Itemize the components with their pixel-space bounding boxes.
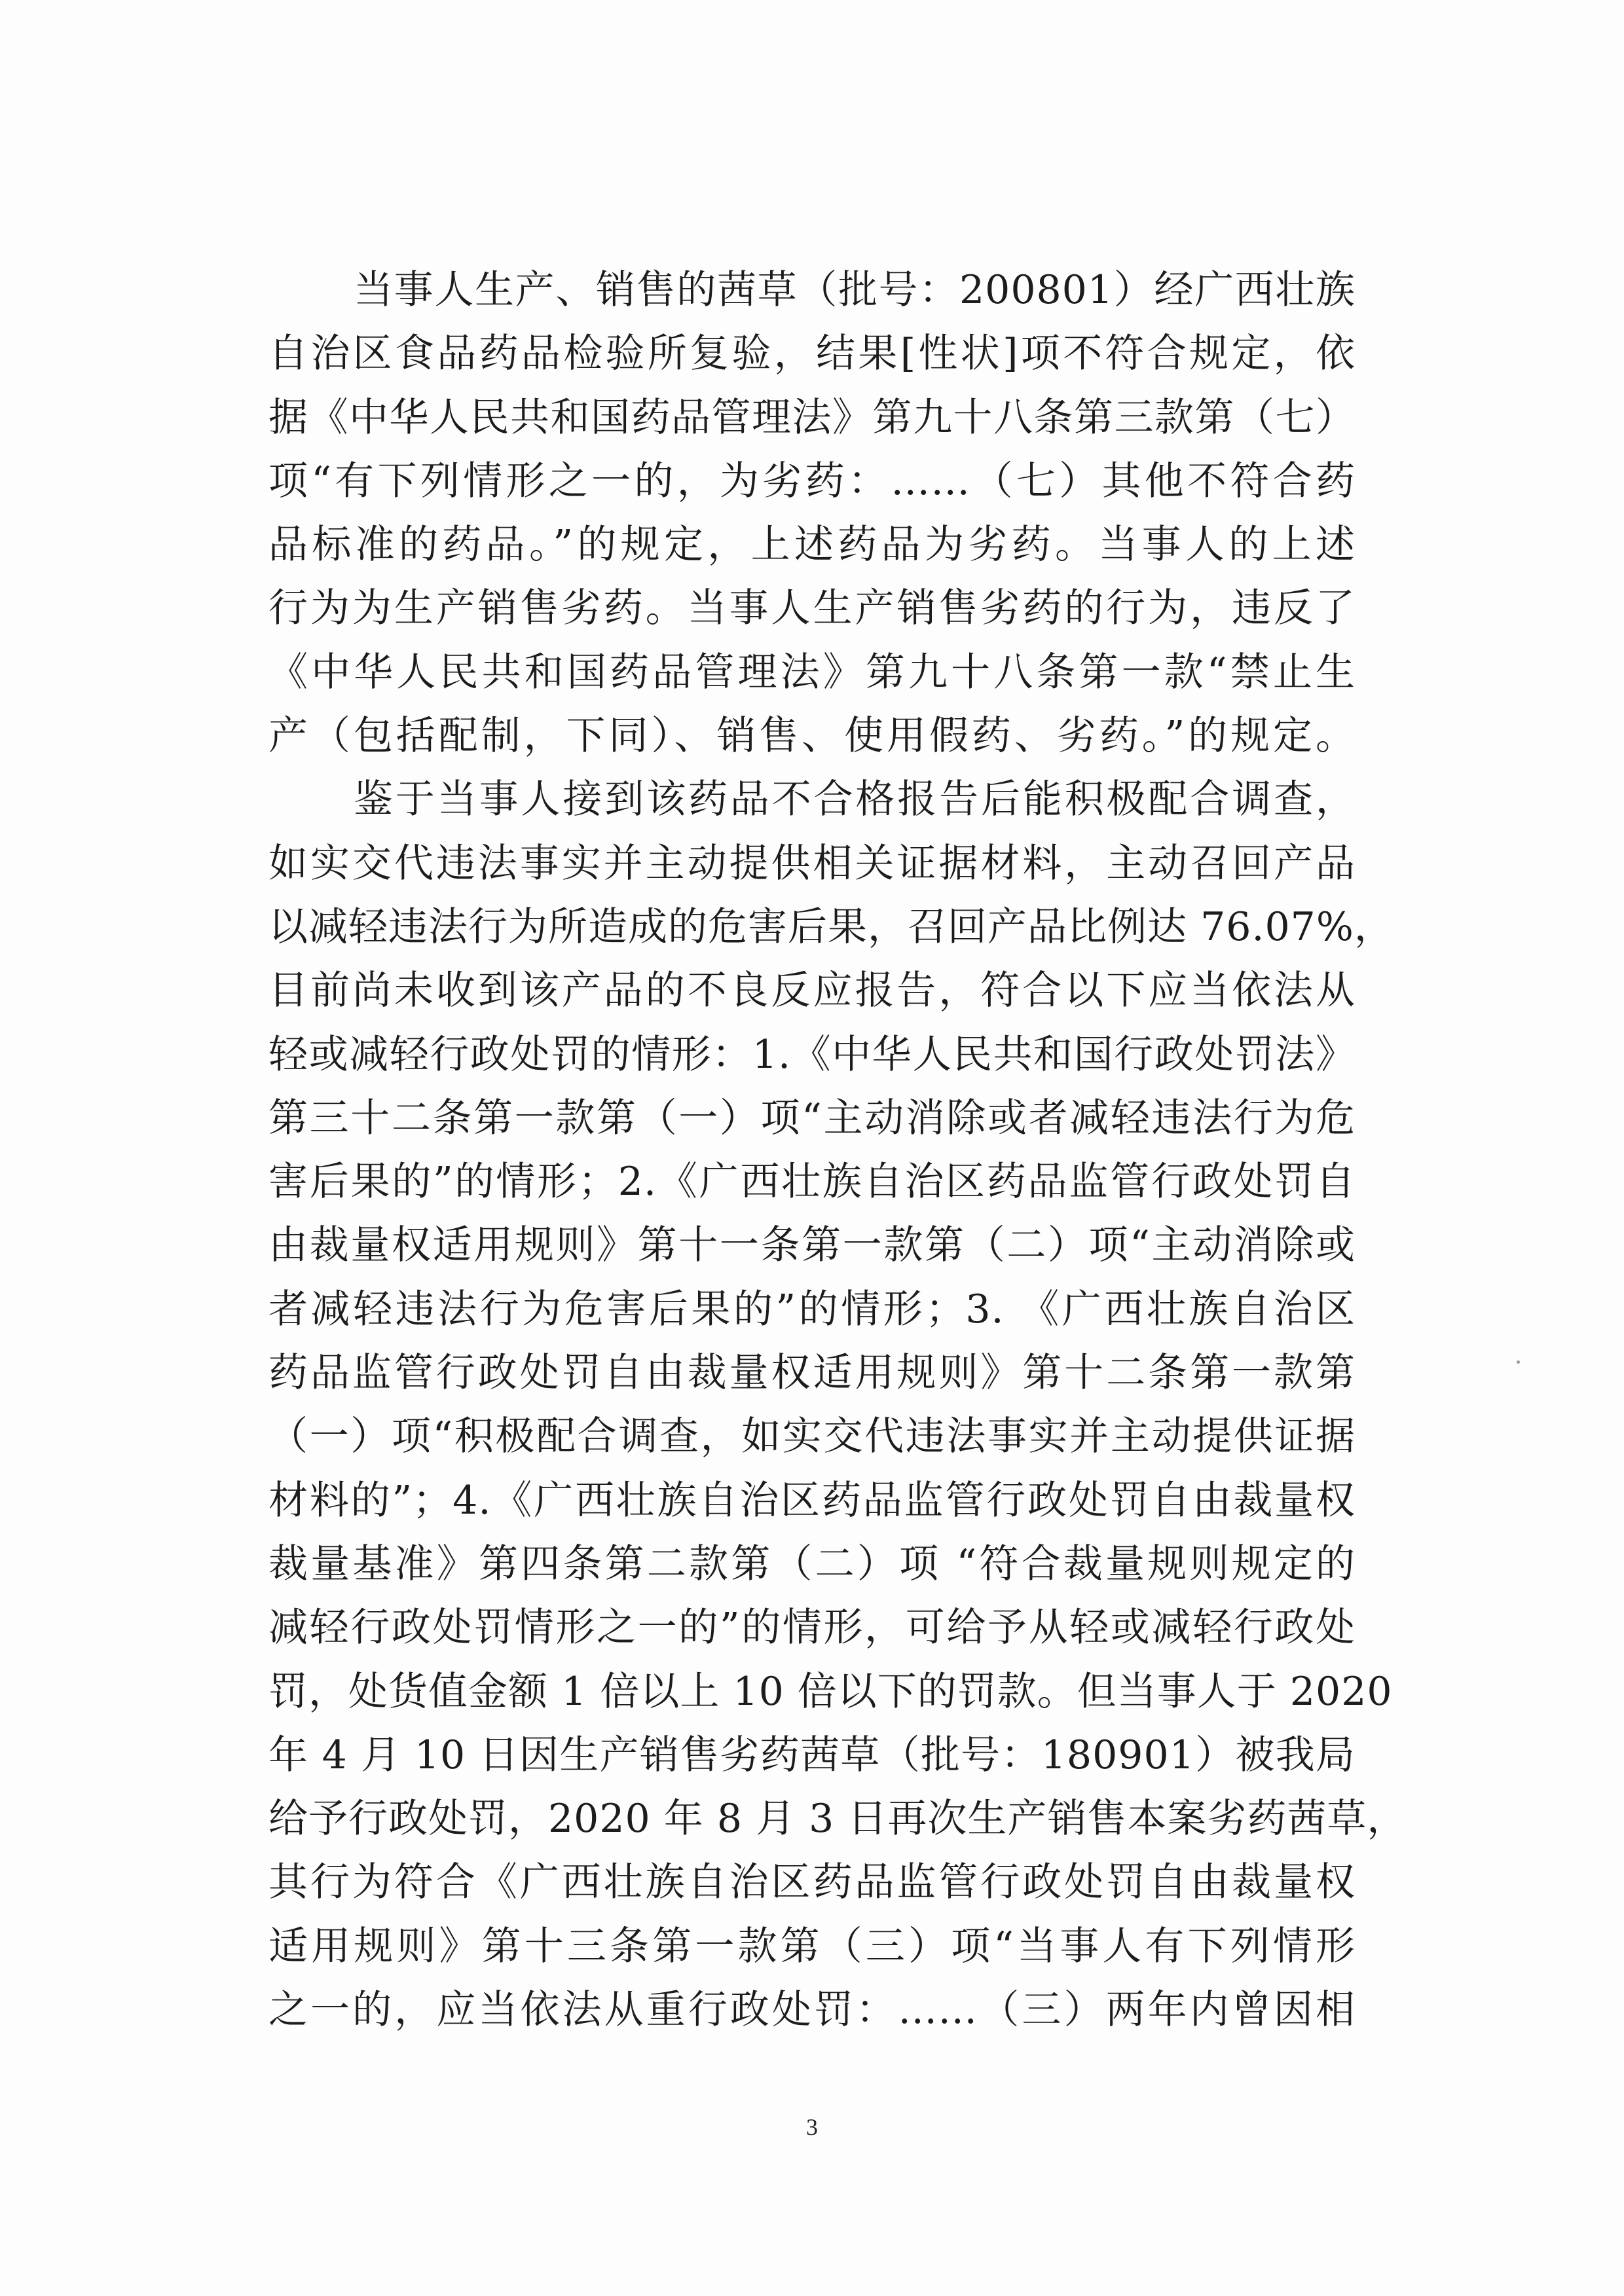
text-line: 材料的”；4.《广西壮族自治区药品监管行政处罚自由裁量权 bbox=[268, 1477, 1356, 1523]
text-line: 者减轻违法行为危害后果的”的情形；3. 《广西壮族自治区 bbox=[268, 1286, 1356, 1332]
text-line: 鉴于当事人接到该药品不合格报告后能积极配合调查， bbox=[354, 776, 1356, 823]
text-line: 自治区食品药品检验所复验，结果[性状]项不符合规定，依 bbox=[268, 331, 1356, 377]
text-line: 年 4 月 10 日因生产销售劣药茜草（批号：180901）被我局 bbox=[268, 1732, 1356, 1778]
text-line: （一）项“积极配合调查，如实交代违法事实并主动提供证据 bbox=[268, 1413, 1356, 1460]
text-line: 害后果的”的情形；2.《广西壮族自治区药品监管行政处罚自 bbox=[268, 1159, 1356, 1205]
text-line: 第三十二条第一款第（一）项“主动消除或者减轻违法行为危 bbox=[268, 1095, 1356, 1141]
text-line: 裁量基准》第四条第二款第（二）项 “符合裁量规则规定的 bbox=[268, 1540, 1356, 1587]
scan-speck bbox=[1517, 1360, 1520, 1364]
text-line: 当事人生产、销售的茜草（批号：200801）经广西壮族 bbox=[354, 267, 1356, 313]
text-line: 之一的，应当依法从重行政处罚：……（三）两年内曾因相 bbox=[268, 1987, 1356, 2033]
text-line: 适用规则》第十三条第一款第（三）项“当事人有下列情形 bbox=[268, 1923, 1356, 1969]
text-line: 产（包括配制，下同）、销售、使用假药、劣药。”的规定。 bbox=[268, 713, 1356, 759]
page-number: 3 bbox=[806, 2114, 818, 2140]
text-line: 其行为符合《广西壮族自治区药品监管行政处罚自由裁量权 bbox=[268, 1859, 1356, 1906]
text-line: 如实交代违法事实并主动提供相关证据材料，主动召回产品 bbox=[268, 840, 1356, 886]
text-line: 品标准的药品。”的规定，上述药品为劣药。当事人的上述 bbox=[268, 522, 1356, 568]
text-line: 减轻行政处罚情形之一的”的情形，可给予从轻或减轻行政处 bbox=[268, 1605, 1356, 1651]
text-line: 行为为生产销售劣药。当事人生产销售劣药的行为，违反了 bbox=[268, 585, 1356, 632]
text-line: 目前尚未收到该产品的不良反应报告，符合以下应当依法从 bbox=[268, 968, 1356, 1014]
text-line: 《中华人民共和国药品管理法》第九十八条第一款“禁止生 bbox=[268, 649, 1356, 695]
text-line: 据《中华人民共和国药品管理法》第九十八条第三款第（七） bbox=[268, 394, 1356, 441]
text-line: 项“有下列情形之一的，为劣药：……（七）其他不符合药 bbox=[268, 458, 1356, 504]
text-line: 由裁量权适用规则》第十一条第一款第（二）项“主动消除或 bbox=[268, 1222, 1356, 1269]
text-line: 以减轻违法行为所造成的危害后果，召回产品比例达 76.07%， bbox=[268, 903, 1394, 950]
text-line: 轻或减轻行政处罚的情形：1.《中华人民共和国行政处罚法》 bbox=[268, 1031, 1356, 1078]
body-text bbox=[268, 259, 1407, 2042]
text-line: 药品监管行政处罚自由裁量权适用规则》第十二条第一款第 bbox=[268, 1350, 1356, 1396]
text-line: 给予行政处罚，2020 年 8 月 3 日再次生产销售本案劣药茜草， bbox=[268, 1796, 1407, 1842]
text-line: 罚，处货值金额 1 倍以上 10 倍以下的罚款。但当事人于 2020 bbox=[268, 1668, 1393, 1715]
